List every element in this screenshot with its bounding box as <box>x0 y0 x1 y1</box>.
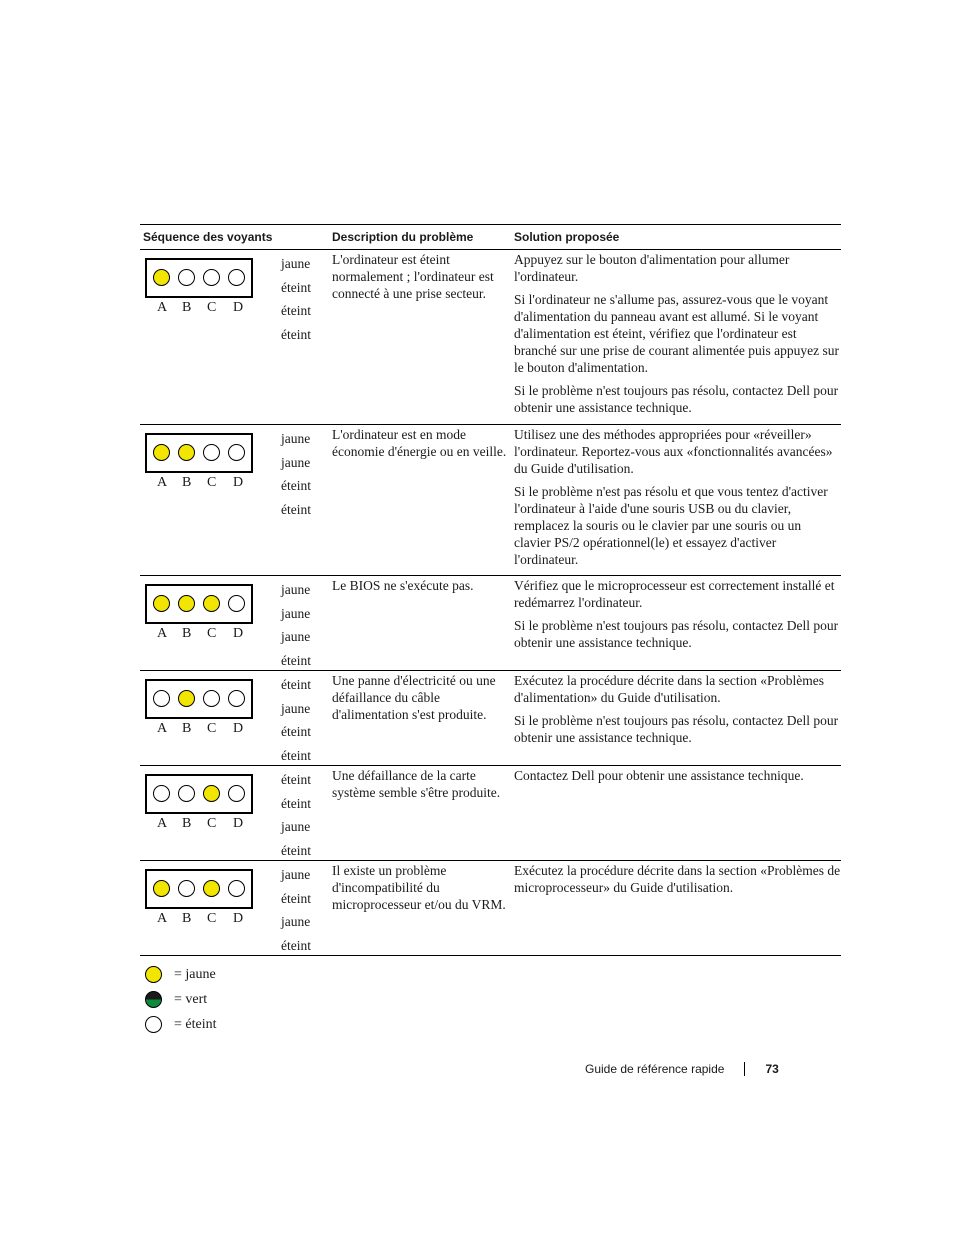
legend-item <box>145 962 217 987</box>
led-letter: A <box>157 626 168 641</box>
led-letter: A <box>157 300 168 315</box>
diagnostic-led-panel <box>145 433 253 473</box>
table-row <box>140 425 841 576</box>
solution-paragraph: Contactez Dell pour obtenir une assistance technique. <box>514 768 804 783</box>
yellow-led-icon <box>203 880 220 897</box>
description-text: Le BIOS ne s'exécute pas. <box>332 578 474 593</box>
proposed-solution <box>514 671 841 765</box>
led-state: éteint <box>281 842 311 858</box>
led-letter: B <box>182 626 192 641</box>
solution-paragraph: Si le problème n'est toujours pas résolu, contactez Dell pour obtenir une assistance technique. <box>514 713 839 745</box>
description-text: Une défaillance de la carte système semble s'être produite. <box>332 768 501 800</box>
problem-description <box>332 425 514 575</box>
solution-paragraph: Si le problème n'est pas résolu et que vous tentez d'activer l'ordinateur à l'aide d'une souris USB ou du clavier, remplacez la souris ou le clavier par une souris ou un clavier PS/2 opérationnel(le) et essayez d'activer l'ordinateur. <box>514 484 828 567</box>
led-state: jaune <box>281 605 311 621</box>
led-letter: A <box>157 816 168 831</box>
led-letter: D <box>233 911 244 926</box>
led-states <box>281 427 311 521</box>
off-led-icon <box>228 444 245 461</box>
table-body <box>140 250 841 956</box>
led-letter: B <box>182 911 192 926</box>
led-letter: B <box>182 300 192 315</box>
proposed-solution <box>514 766 841 860</box>
description-text: Une panne d'électricité ou une défaillance du câble d'alimentation s'est produite. <box>332 673 496 722</box>
problem-description <box>332 576 514 670</box>
led-states <box>281 768 311 862</box>
off-led-icon <box>228 595 245 612</box>
table-row <box>140 671 841 766</box>
led-sequence <box>140 425 332 575</box>
problem-description <box>332 250 514 424</box>
solution-paragraph: Vérifiez que le microprocesseur est correctement installé et redémarrez l'ordinateur. <box>514 578 835 610</box>
led-state: éteint <box>281 303 311 318</box>
yellow-led-icon <box>153 595 170 612</box>
led-letter: C <box>207 475 217 490</box>
yellow-led-icon <box>153 444 170 461</box>
diagnostic-led-panel <box>145 679 253 719</box>
yellow-led-icon <box>145 966 162 983</box>
led-letter: D <box>233 721 244 736</box>
yellow-led-icon <box>153 269 170 286</box>
diagnostic-led-panel <box>145 258 253 298</box>
yellow-led-icon <box>203 785 220 802</box>
led-state: jaune <box>281 256 311 271</box>
off-led-icon <box>203 690 220 707</box>
led-state: jaune <box>281 914 311 929</box>
led-states <box>281 252 311 346</box>
footer-separator <box>744 1062 745 1076</box>
led-states <box>281 578 311 672</box>
led-sequence <box>140 250 332 424</box>
led-state: jaune <box>281 582 311 597</box>
off-led-icon <box>178 785 195 802</box>
solution-paragraph: Utilisez une des méthodes appropriées pour «réveiller» l'ordinateur. Reportez-vous aux «fonctionnalités avancées» du Guide d'utilisation. <box>514 427 833 476</box>
led-letter: D <box>233 626 244 641</box>
diagnostic-led-panel <box>145 584 253 624</box>
problem-description <box>332 766 514 860</box>
led-letter: C <box>207 911 217 926</box>
green-led-icon <box>145 991 162 1008</box>
led-state: éteint <box>281 890 311 906</box>
led-letter: C <box>207 721 217 736</box>
led-state: éteint <box>281 478 311 493</box>
header-description: Description du problème <box>332 230 474 244</box>
led-states <box>281 673 311 767</box>
yellow-led-icon <box>178 444 195 461</box>
header-sequence: Séquence des voyants <box>143 230 273 244</box>
problem-description <box>332 861 514 955</box>
led-letter: A <box>157 721 168 736</box>
off-led-icon <box>178 269 195 286</box>
led-state: jaune <box>281 431 311 446</box>
off-led-icon <box>153 785 170 802</box>
led-state: éteint <box>281 937 311 953</box>
yellow-led-icon <box>178 690 195 707</box>
off-led-icon <box>153 690 170 707</box>
led-letter: C <box>207 300 217 315</box>
led-state: éteint <box>281 279 311 295</box>
off-led-icon <box>203 269 220 286</box>
led-state: éteint <box>281 795 311 811</box>
solution-paragraph: Si le problème n'est toujours pas résolu, contactez Dell pour obtenir une assistance technique. <box>514 618 839 650</box>
legend-item <box>145 1012 217 1037</box>
solution-paragraph: Si l'ordinateur ne s'allume pas, assurez-vous que le voyant d'alimentation du panneau avant est allumé. Si le voyant d'alimentation est éteint, vérifiez que l'ordinateur est branché sur une prise de courant alimentée puis appuyez sur le bouton d'alimentation. <box>514 292 840 375</box>
led-states <box>281 863 311 957</box>
diagnostic-led-panel <box>145 869 253 909</box>
led-state: éteint <box>281 772 311 787</box>
led-letter: C <box>207 816 217 831</box>
proposed-solution <box>514 425 841 575</box>
led-letter: C <box>207 626 217 641</box>
diagnostic-table <box>140 224 841 956</box>
off-led-icon <box>228 880 245 897</box>
legend-label: = éteint <box>174 1016 217 1032</box>
led-state: éteint <box>281 724 311 739</box>
off-led-icon <box>145 1016 162 1033</box>
legend-item <box>145 987 217 1012</box>
proposed-solution <box>514 576 841 670</box>
led-letter: A <box>157 475 168 490</box>
proposed-solution <box>514 250 841 424</box>
page-footer <box>585 1062 779 1076</box>
description-text: L'ordinateur est éteint normalement ; l'ordinateur est connecté à une prise secteur. <box>332 252 494 301</box>
led-state: éteint <box>281 677 311 692</box>
description-text: Il existe un problème d'incompatibilité du microprocesseur et/ou du VRM. <box>332 863 506 912</box>
table-header <box>140 225 841 250</box>
table-row <box>140 766 841 861</box>
header-solution: Solution proposée <box>514 230 620 244</box>
table-row <box>140 576 841 671</box>
yellow-led-icon <box>178 595 195 612</box>
diagnostic-led-panel <box>145 774 253 814</box>
led-state: jaune <box>281 629 311 644</box>
led-state: éteint <box>281 326 311 342</box>
led-letter: B <box>182 721 192 736</box>
legend <box>145 962 217 1037</box>
led-state: jaune <box>281 819 311 834</box>
footer-title: Guide de référence rapide <box>585 1062 725 1076</box>
off-led-icon <box>203 444 220 461</box>
led-state: éteint <box>281 747 311 763</box>
led-letter: B <box>182 475 192 490</box>
led-letter: A <box>157 911 168 926</box>
off-led-icon <box>228 690 245 707</box>
led-sequence <box>140 766 332 860</box>
led-sequence <box>140 576 332 670</box>
led-sequence <box>140 671 332 765</box>
off-led-icon <box>228 269 245 286</box>
page-number: 73 <box>765 1062 779 1076</box>
solution-paragraph: Exécutez la procédure décrite dans la section «Problèmes d'alimentation» du Guide d'utilisation. <box>514 673 824 705</box>
led-letter: B <box>182 816 192 831</box>
led-letter: D <box>233 300 244 315</box>
description-text: L'ordinateur est en mode économie d'énergie ou en veille. <box>332 427 507 459</box>
table-row <box>140 250 841 425</box>
led-letter: D <box>233 816 244 831</box>
solution-paragraph: Si le problème n'est toujours pas résolu, contactez Dell pour obtenir une assistance technique. <box>514 383 839 415</box>
off-led-icon <box>228 785 245 802</box>
yellow-led-icon <box>203 595 220 612</box>
led-state: éteint <box>281 652 311 668</box>
led-sequence <box>140 861 332 955</box>
led-state: jaune <box>281 454 311 470</box>
legend-label: = jaune <box>174 966 216 982</box>
solution-paragraph: Appuyez sur le bouton d'alimentation pour allumer l'ordinateur. <box>514 252 790 284</box>
led-state: éteint <box>281 501 311 517</box>
problem-description <box>332 671 514 765</box>
led-letter: D <box>233 475 244 490</box>
table-row <box>140 861 841 956</box>
proposed-solution <box>514 861 841 955</box>
led-state: jaune <box>281 867 311 882</box>
led-state: jaune <box>281 700 311 716</box>
solution-paragraph: Exécutez la procédure décrite dans la section «Problèmes de microprocesseur» du Guide d'utilisation. <box>514 863 841 895</box>
yellow-led-icon <box>153 880 170 897</box>
off-led-icon <box>178 880 195 897</box>
legend-label: = vert <box>174 991 208 1007</box>
